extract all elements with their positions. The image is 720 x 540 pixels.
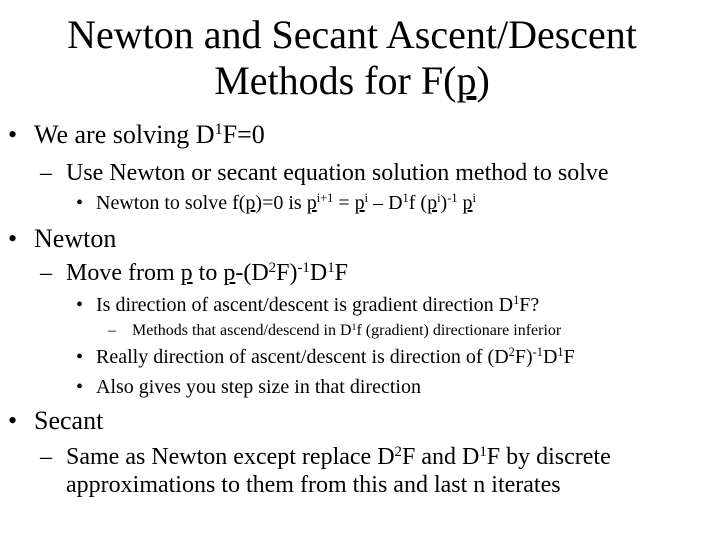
sub-sub-bullet-newton-formula: [76, 192, 476, 215]
superscript: -1: [532, 345, 543, 360]
text: F: [563, 346, 575, 368]
superscript: i: [472, 191, 476, 206]
superscript: 1: [557, 345, 564, 360]
dash-icon: –: [40, 444, 52, 470]
p-vector: p: [223, 260, 236, 286]
text: F and D: [401, 444, 480, 470]
text: Move from: [66, 260, 181, 286]
p-vector: p: [245, 192, 256, 214]
sub-bullet-same-as-newton: [40, 444, 611, 471]
text: f (: [408, 192, 428, 214]
text: F: [334, 260, 348, 286]
title-line-1: Newton and Secant Ascent/Descent: [67, 12, 637, 57]
bullet-solving: [8, 120, 265, 150]
bullet-icon: •: [76, 376, 84, 398]
superscript: 1: [402, 191, 409, 206]
p-vector: p: [180, 260, 193, 286]
superscript: i+1: [316, 191, 334, 206]
text: F?: [519, 294, 540, 316]
dash-icon: –: [108, 322, 116, 339]
text: F by discrete: [486, 444, 611, 470]
superscript: 1: [351, 321, 357, 333]
text: to: [192, 260, 224, 286]
sub-sub-bullet-gradient-question: [76, 294, 539, 317]
dash-icon: –: [40, 160, 52, 186]
superscript: 2: [268, 259, 277, 276]
text: Also gives you step size in that direction: [96, 376, 421, 398]
superscript: -1: [447, 191, 458, 206]
superscript: 1: [513, 293, 520, 308]
superscript: i: [437, 191, 441, 206]
text: Same as Newton except replace D: [66, 444, 395, 470]
bullet-icon: •: [76, 192, 84, 214]
text: F): [514, 346, 533, 368]
text: – D: [368, 192, 403, 214]
slide-title: [0, 12, 704, 104]
dash-icon: –: [40, 260, 52, 286]
text: We are solving D: [34, 120, 215, 149]
title-line-2: [0, 58, 704, 104]
bullet-icon: •: [8, 224, 18, 253]
superscript: i: [364, 191, 369, 206]
p-vector: p: [427, 192, 438, 214]
sub-bullet-same-as-newton-continued: [66, 472, 561, 499]
bullet-newton: [8, 224, 116, 254]
sub-bullet-use-newton-secant: [40, 160, 609, 187]
superscript: -1: [297, 259, 310, 276]
text: F=0: [222, 120, 265, 149]
p-vector: p: [462, 192, 473, 214]
text: Use Newton or secant equation solution method to solve: [66, 160, 609, 186]
text: Methods that ascend/descend in D: [132, 322, 352, 339]
text: f (gradient) directionare inferior: [356, 322, 562, 339]
text: Newton to solve f(: [96, 192, 246, 214]
text: Is direction of ascent/descent is gradient direction D: [96, 294, 514, 316]
text: Secant: [34, 406, 104, 435]
bullet-icon: •: [8, 120, 18, 149]
bullet-icon: •: [76, 294, 84, 316]
text: )=0 is: [255, 192, 307, 214]
title-text-end: ): [476, 58, 490, 103]
bullet-secant: [8, 406, 103, 436]
bullet-icon: •: [76, 346, 84, 368]
sub-sub-bullet-really-direction: [76, 346, 575, 369]
title-text: Methods for F(: [214, 58, 457, 103]
text: -(D: [235, 260, 269, 286]
sub-sub-bullet-step-size: [76, 376, 421, 399]
text: D: [542, 346, 558, 368]
p-vector: p: [306, 192, 317, 214]
superscript: 2: [508, 345, 515, 360]
text: approximations to them from this and last n iterates: [66, 472, 561, 498]
sub-bullet-move-from-p: [40, 260, 348, 287]
text: Really direction of ascent/descent is direction of (D: [96, 346, 509, 368]
text: Newton: [34, 224, 117, 253]
superscript: 1: [327, 259, 335, 276]
text: =: [333, 192, 355, 214]
p-vector: p: [354, 192, 365, 214]
superscript: 1: [214, 121, 223, 139]
text: F): [276, 260, 298, 286]
superscript: 2: [394, 443, 402, 460]
title-p-vector: p: [456, 58, 477, 103]
bullet-icon: •: [8, 406, 18, 435]
text: D: [309, 260, 328, 286]
superscript: 1: [479, 443, 487, 460]
text: ): [440, 192, 448, 214]
level4-methods-inferior: [108, 322, 561, 340]
